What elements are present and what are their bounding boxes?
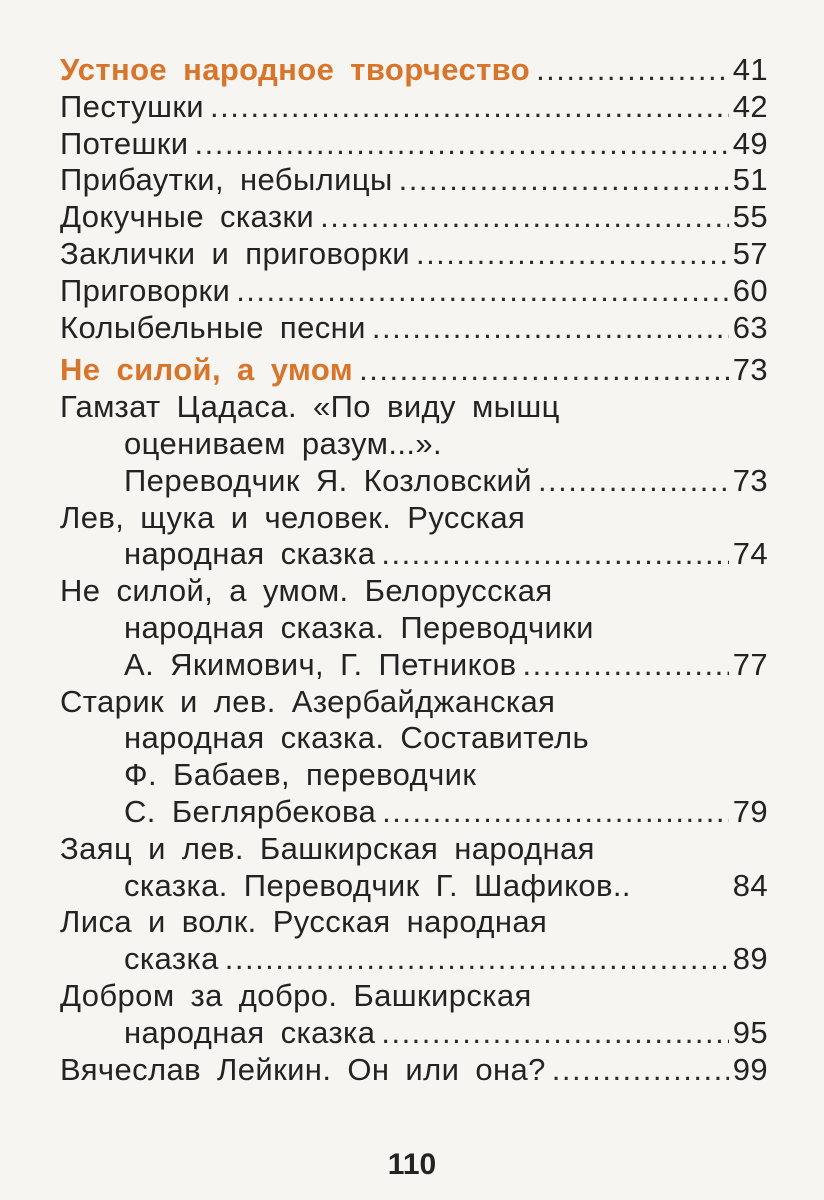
entry-title-continuation: сказка [124,941,219,977]
toc-entry[interactable] [60,273,768,310]
toc-entry-line[interactable] [60,868,768,905]
toc-entry[interactable] [60,126,768,163]
page-ref: 73 [732,352,768,388]
page-ref: 42 [732,88,768,124]
toc-entry-line[interactable] [60,1015,768,1052]
page-ref: 77 [732,646,768,682]
entry-title: Потешки [60,125,189,161]
entry-title: Докучные сказки [60,199,315,235]
toc-entry-line[interactable] [60,573,768,610]
toc-entry-line[interactable] [60,389,768,426]
entry-title-continuation: народная сказка [124,536,376,572]
page-ref: 89 [732,941,768,977]
section-title: Не силой, а умом [60,352,354,388]
toc-entry-line[interactable] [60,647,768,684]
entry-title: Лев, щука и человек. Русская [60,499,526,535]
toc-entry[interactable] [60,236,768,273]
dot-leader [538,463,729,500]
toc-entry-line[interactable] [60,720,768,757]
toc-entry[interactable] [60,162,768,199]
entry-title-continuation: народная сказка. Переводчики [124,609,594,645]
toc-entry-line[interactable] [60,536,768,573]
dot-leader [381,536,728,573]
dot-leader [536,52,729,89]
toc-entry-line[interactable] [60,610,768,647]
toc-entry-line[interactable] [60,684,768,721]
entry-title: Вячеслав Лейкин. Он или она? [60,1051,546,1087]
toc-entry-line[interactable] [60,978,768,1015]
toc-entry-line[interactable] [60,1052,768,1089]
page-ref: 60 [732,272,768,308]
toc-entry-line[interactable] [60,941,768,978]
entry-title-continuation: сказка. Переводчик Г. Шафиков.. [124,867,631,903]
toc-entry[interactable] [60,310,768,347]
dot-leader [372,310,729,347]
entry-title-continuation: народная сказка. Составитель [124,720,590,756]
entry-title: Колыбельные песни [60,309,366,345]
dot-leader [320,199,729,236]
page-ref: 51 [732,162,768,198]
entry-title-continuation: народная сказка [124,1014,376,1050]
section-title: Устное народное творчество [60,52,531,87]
dot-leader [399,162,729,199]
page-number: 110 [387,1148,437,1181]
toc-entry-line[interactable] [60,500,768,537]
section-heading-oral-folk-art[interactable] [60,52,768,89]
dot-leader [381,1015,728,1052]
toc-entry-line[interactable] [60,904,768,941]
page-ref: 73 [732,462,768,498]
toc-entry-line[interactable] [60,831,768,868]
entry-title: Прибаутки, небылицы [60,162,393,198]
dot-leader [416,236,729,273]
entry-title-continuation: А. Якимович, Г. Петников [124,646,517,682]
toc-entry[interactable] [60,89,768,126]
page-ref: 55 [732,199,768,235]
entry-title: Добром за добро. Башкирская [60,977,532,1013]
dot-leader [382,794,729,831]
dot-leader [359,352,729,389]
dot-leader [236,273,729,310]
entry-title: Приговорки [60,272,231,308]
page-ref: 79 [732,793,768,829]
section-heading-not-by-strength[interactable] [60,352,768,389]
entry-title: Пестушки [60,88,205,124]
page-ref: 74 [732,536,768,572]
toc-entry-line[interactable] [60,463,768,500]
toc-entry-line[interactable] [60,426,768,463]
entry-title: Гамзат Цадаса. «По виду мышц [60,389,560,425]
entry-title: Заклички и приговорки [60,235,410,271]
entry-title-continuation: оцениваем разум...». [124,425,443,461]
entry-title: Лиса и волк. Русская народная [60,904,548,940]
dot-leader [194,126,728,163]
dot-leader [210,89,729,126]
page-ref: 95 [732,1014,768,1050]
entry-title-continuation: Ф. Бабаев, переводчик [124,757,477,793]
entry-title-continuation: Переводчик Я. Козловский [124,462,532,498]
entry-title-continuation: С. Беглярбекова [124,793,377,829]
entry-title: Не силой, а умом. Белорусская [60,573,553,609]
entry-title: Старик и лев. Азербайджанская [60,683,556,719]
page-ref: 99 [732,1051,768,1087]
toc-entry-line[interactable] [60,757,768,794]
dot-leader [522,647,728,684]
page-ref: 49 [732,125,768,161]
page-ref: 63 [732,309,768,345]
toc-entry[interactable] [60,199,768,236]
page-ref: 84 [732,867,768,903]
toc-entry-line[interactable] [60,794,768,831]
dot-leader [552,1052,729,1089]
dot-leader [225,941,729,978]
page-ref: 41 [732,52,768,87]
table-of-contents [60,52,768,1088]
entry-title: Заяц и лев. Башкирская народная [60,830,595,866]
page-ref: 57 [732,235,768,271]
